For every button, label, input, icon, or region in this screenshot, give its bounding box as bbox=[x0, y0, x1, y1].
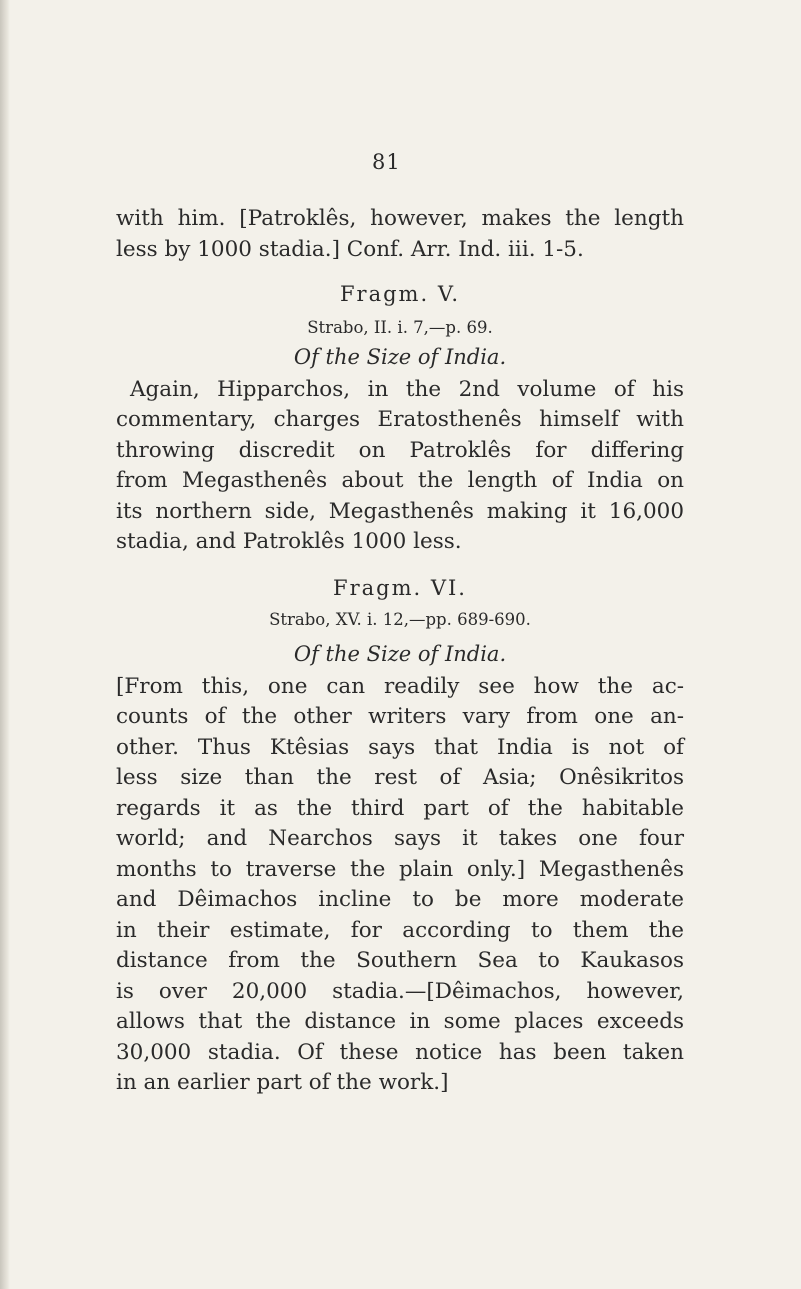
fragment-title: Of the Size of India. bbox=[293, 642, 507, 666]
text-line: other. Thus Ktêsias says that India is not of bbox=[116, 735, 684, 760]
text-line: less size than the rest of Asia; Onêsikritos bbox=[116, 765, 684, 790]
text-line: [From this, one can readily see how the ac- bbox=[116, 674, 684, 699]
text-line: commentary, charges Eratosthenês himself with bbox=[116, 407, 684, 432]
text-line: its northern side, Megasthenês making it 16,000 bbox=[116, 499, 684, 524]
text-line: from Megasthenês about the length of India on bbox=[116, 468, 684, 493]
fragment-source: Strabo, XV. i. 12,—pp. 689-690. bbox=[269, 610, 531, 629]
text-line: in an earlier part of the work.] bbox=[116, 1070, 449, 1095]
text-line: throwing discredit on Patroklês for differing bbox=[116, 438, 684, 463]
text-line: with him. [Patroklês, however, makes the length bbox=[116, 206, 684, 231]
text-line: world; and Nearchos says it takes one four bbox=[116, 826, 684, 851]
text-line: stadia, and Patroklês 1000 less. bbox=[116, 529, 462, 554]
book-spine-shadow bbox=[0, 0, 10, 1289]
text-line: and Dêimachos incline to be more moderate bbox=[116, 887, 684, 912]
text-line: distance from the Southern Sea to Kaukasos bbox=[116, 948, 684, 973]
fragment-source: Strabo, II. i. 7,—p. 69. bbox=[307, 318, 493, 337]
fragment-heading: Fragm. V. bbox=[339, 282, 460, 306]
text-line: 30,000 stadia. Of these notice has been taken bbox=[116, 1040, 684, 1065]
fragment-title: Of the Size of India. bbox=[293, 345, 507, 369]
text-line: is over 20,000 stadia.—[Dêimachos, however, bbox=[116, 979, 684, 1004]
fragment-heading: Fragm. VI. bbox=[333, 576, 467, 600]
page-number: 81 bbox=[372, 150, 401, 174]
text-line: counts of the other writers vary from one an- bbox=[116, 704, 684, 729]
text-line: regards it as the third part of the habitable bbox=[116, 796, 684, 821]
text-line: allows that the distance in some places exceeds bbox=[116, 1009, 684, 1034]
text-line: Again, Hipparchos, in the 2nd volume of his bbox=[130, 377, 684, 402]
text-line: in their estimate, for according to them the bbox=[116, 918, 684, 943]
text-line: less by 1000 stadia.] Conf. Arr. Ind. iii. 1-5. bbox=[116, 237, 584, 262]
text-line: months to traverse the plain only.] Megasthenês bbox=[116, 857, 684, 882]
